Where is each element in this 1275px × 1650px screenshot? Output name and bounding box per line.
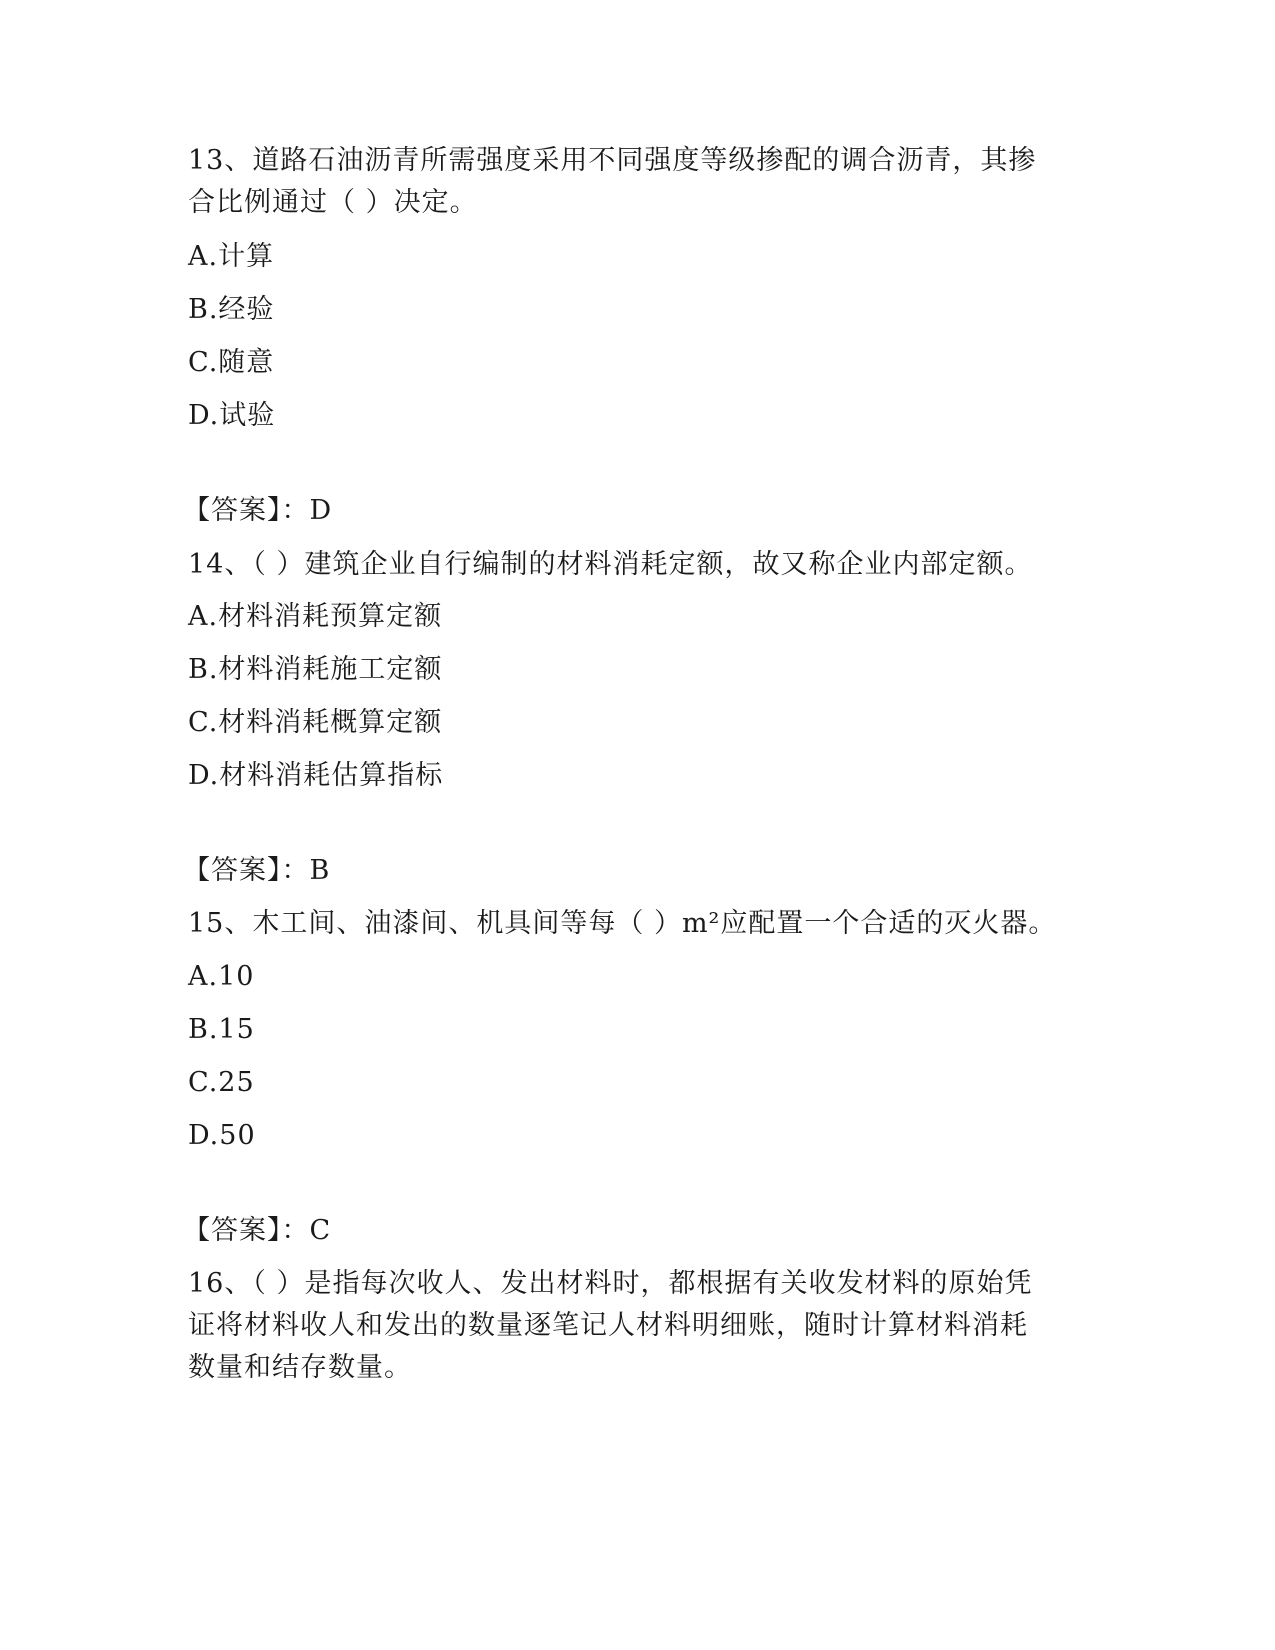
question-13-option-d: D.试验 bbox=[188, 400, 276, 431]
question-13-option-c: C.随意 bbox=[188, 347, 275, 378]
question-14-option-d: D.材料消耗估算指标 bbox=[188, 760, 444, 791]
question-14-option-b: B.材料消耗施工定额 bbox=[188, 654, 443, 685]
question-13-answer: 【答案】：D bbox=[183, 495, 333, 526]
question-15-answer: 【答案】：C bbox=[183, 1215, 332, 1246]
question-13-stem-line-1: 13、道路石油沥青所需强度采用不同强度等级掺配的调合沥青，其掺 bbox=[188, 145, 1037, 176]
question-15-option-a: A.10 bbox=[188, 961, 255, 992]
question-13-stem-line-2: 合比例通过（ ）决定。 bbox=[188, 187, 478, 218]
question-15-stem-line-1: 15、木工间、油漆间、机具间等每（ ）m²应配置一个合适的灭火器。 bbox=[188, 908, 1057, 939]
question-16-stem-line-2: 证将材料收人和发出的数量逐笔记人材料明细账，随时计算材料消耗 bbox=[188, 1310, 1028, 1341]
question-13-option-a: A.计算 bbox=[188, 241, 275, 272]
question-14-option-c: C.材料消耗概算定额 bbox=[188, 707, 443, 738]
question-14-answer: 【答案】：B bbox=[183, 855, 331, 886]
question-13-option-b: B.经验 bbox=[188, 294, 275, 325]
question-15-option-b: B.15 bbox=[188, 1014, 255, 1045]
question-15-option-d: D.50 bbox=[188, 1120, 256, 1151]
question-15-option-c: C.25 bbox=[188, 1067, 255, 1098]
question-16-stem-line-3: 数量和结存数量。 bbox=[188, 1352, 412, 1383]
question-14-stem-line-1: 14、（ ）建筑企业自行编制的材料消耗定额，故又称企业内部定额。 bbox=[188, 549, 1033, 580]
question-14-option-a: A.材料消耗预算定额 bbox=[188, 601, 443, 632]
question-16-stem-line-1: 16、（ ）是指每次收人、发出材料时，都根据有关收发材料的原始凭 bbox=[188, 1268, 1033, 1299]
